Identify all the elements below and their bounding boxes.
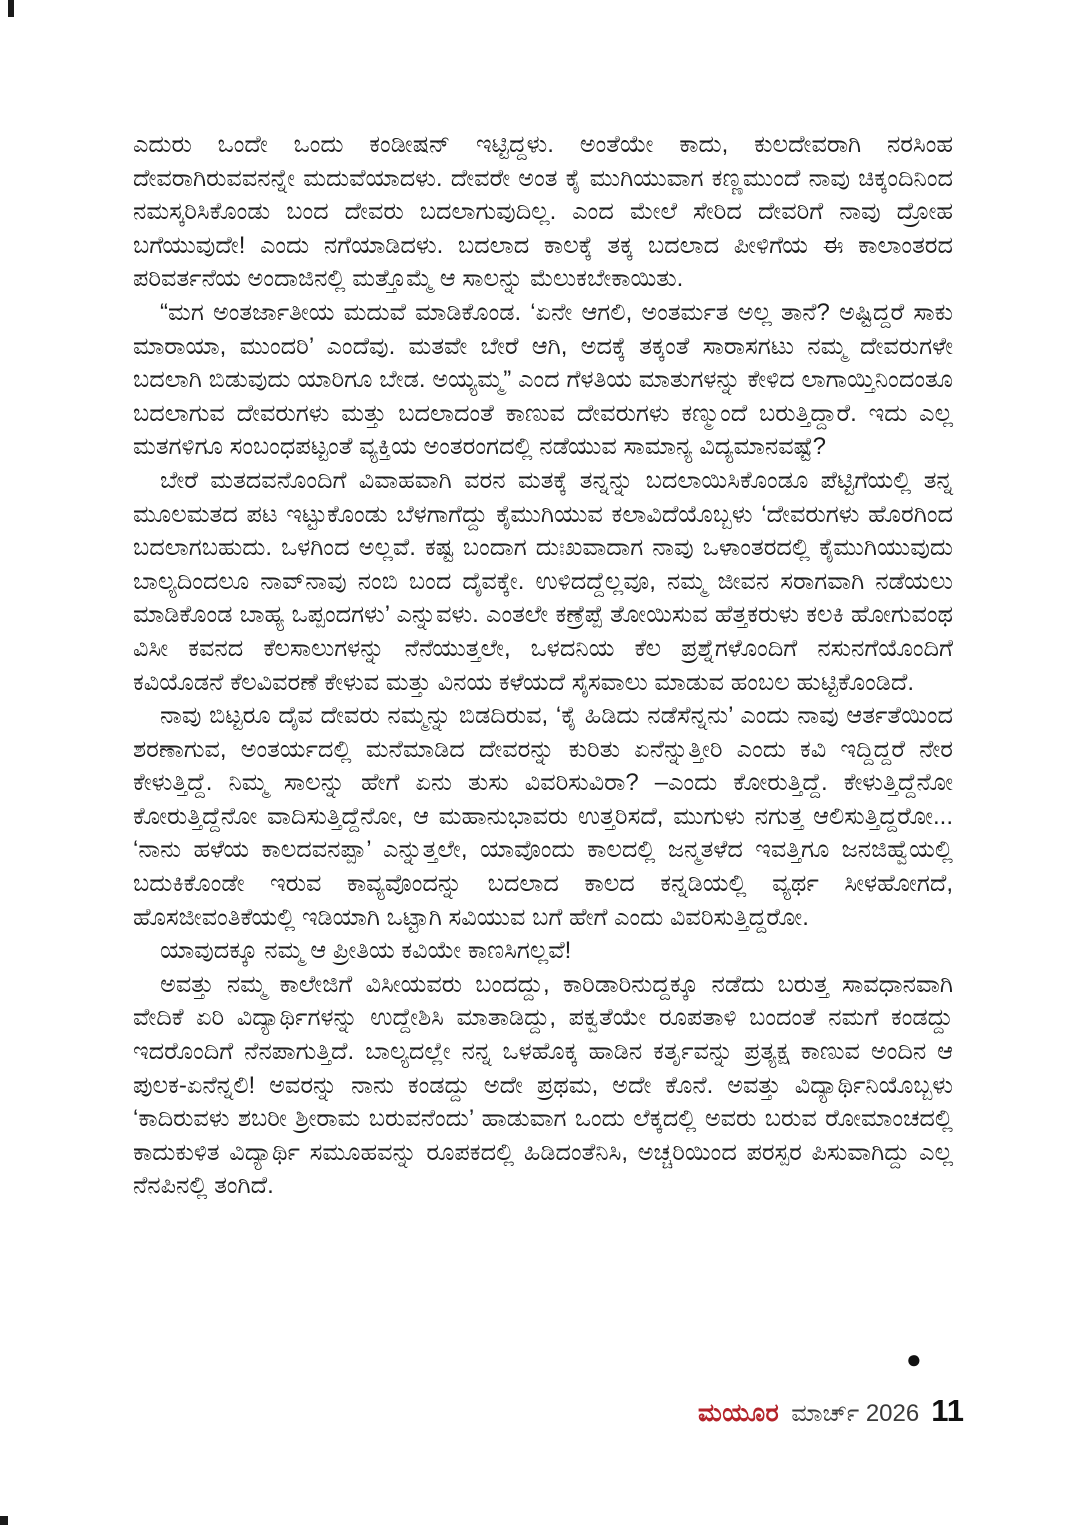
- magazine-logo: ಮಯೂರ: [698, 1399, 780, 1427]
- issue-date: ಮಾರ್ಚ್ 2026: [791, 1400, 920, 1427]
- article-paragraph-2: “ಮಗ ಅಂತರ್ಜಾತೀಯ ಮದುವೆ ಮಾಡಿಕೊಂಡ. ‘ಏನೇ ಆಗಲಿ, ಅಂತರ್ಮತ ಅಲ್ಲ ತಾನೆ? ಅಷ್ಟಿದ್ದರೆ ಸಾಕು ಮಾರಾಯಾ, ಮುಂದರಿ’ ಎಂದೆವು. ಮತವೇ ಬೇರೆ ಆಗಿ, ಅದಕ್ಕೆ ತಕ್ಕಂತೆ ಸಾರಾಸಗಟು ನಮ್ಮ ದೇವರುಗಳೇ ಬದಲಾಗಿ ಬಿಡುವುದು ಯಾರಿಗೂ ಬೇಡ. ಅಯ್ಯಮ್ಮ” ಎಂದ ಗೆಳತಿಯ ಮಾತುಗಳನ್ನು ಕೇಳಿದ ಲಾಗಾಯ್ತಿನಿಂದಂತೂ ಬದಲಾಗುವ ದೇವರುಗಳು ಮತ್ತು ಬದಲಾದಂತೆ ಕಾಣುವ ದೇವರುಗಳು ಕಣ್ಮುಂದೆ ಬರುತ್ತಿದ್ದಾರೆ. ಇದು ಎಲ್ಲ ಮತಗಳಿಗೂ ಸಂಬಂಧಪಟ್ಟಂತೆ ವ್ಯಕ್ತಿಯ ಅಂತರಂಗದಲ್ಲಿ ನಡೆಯುವ ಸಾಮಾನ್ಯ ವಿದ್ಯಮಾನವಷ್ಟೆ?: [133, 298, 953, 461]
- article-body: [133, 128, 953, 1203]
- article-paragraph-1: ಎದುರು ಒಂದೇ ಒಂದು ಕಂಡೀಷನ್ ಇಟ್ಟಿದ್ದಳು. ಅಂತೆಯೇ ಕಾದು, ಕುಲದೇವರಾಗಿ ನರಸಿಂಹ ದೇವರಾಗಿರುವವನನ್ನೇ ಮದುವೆಯಾದಳು. ದೇವರೇ ಅಂತ ಕೈ ಮುಗಿಯುವಾಗ ಕಣ್ಣಮುಂದೆ ನಾವು ಚಿಕ್ಕಂದಿನಿಂದ ನಮಸ್ಕರಿಸಿಕೊಂಡು ಬಂದ ದೇವರು ಬದಲಾಗುವುದಿಲ್ಲ. ಎಂದ ಮೇಲೆ ಸೇರಿದ ದೇವರಿಗೆ ನಾವು ದ್ರೋಹ ಬಗೆಯುವುದೇ! ಎಂದು ನಗೆಯಾಡಿದಳು. ಬದಲಾದ ಕಾಲಕ್ಕೆ ತಕ್ಕ ಬದಲಾದ ಪೀಳಿಗೆಯ ಈ ಕಾಲಾಂತರದ ಪರಿವರ್ತನೆಯ ಅಂದಾಜಿನಲ್ಲಿ ಮತ್ತೊಮ್ಮೆ ಆ ಸಾಲನ್ನು ಮೆಲುಕಬೇಕಾಯಿತು.: [133, 131, 953, 293]
- article-paragraph-5: ಯಾವುದಕ್ಕೂ ನಮ್ಮ ಆ ಪ್ರೀತಿಯ ಕವಿಯೇ ಕಾಣಸಿಗಲ್ಲವೆ!: [160, 937, 572, 965]
- article-paragraph-3: ಬೇರೆ ಮತದವನೊಂದಿಗೆ ವಿವಾಹವಾಗಿ ವರನ ಮತಕ್ಕೆ ತನ್ನನ್ನು ಬದಲಾಯಿಸಿಕೊಂಡೂ ಪೆಟ್ಟಿಗೆಯಲ್ಲಿ ತನ್ನ ಮೂಲಮತದ ಪಟ ಇಟ್ಟುಕೊಂಡು ಬೆಳಗಾಗೆದ್ದು ಕೈಮುಗಿಯುವ ಕಲಾವಿದೆಯೊಬ್ಬಳು ‘ದೇವರುಗಳು ಹೊರಗಿಂದ ಬದಲಾಗಬಹುದು. ಒಳಗಿಂದ ಅಲ್ಲವೆ. ಕಷ್ಟ ಬಂದಾಗ ದುಃಖವಾದಾಗ ನಾವು ಒಳಾಂತರದಲ್ಲಿ ಕೈಮುಗಿಯುವುದು ಬಾಲ್ಯದಿಂದಲೂ ನಾವ್‌ನಾವು ನಂಬಿ ಬಂದ ದೈವಕ್ಕೇ. ಉಳಿದದ್ದೆಲ್ಲವೂ, ನಮ್ಮ ಜೀವನ ಸರಾಗವಾಗಿ ನಡೆಯಲು ಮಾಡಿಕೊಂಡ ಬಾಹ್ಯ ಒಪ್ಪಂದಗಳು’ ಎನ್ನುವಳು. ಎಂತಲೇ ಕಣ್ರೆಪ್ಪೆ ತೋಯಿಸುವ ಹೆತ್ತಕರುಳು ಕಲಕಿ ಹೋಗುವಂಥ ವಿಸೀ ಕವನದ ಕೆಲಸಾಲುಗಳನ್ನು ನೆನೆಯುತ್ತಲೇ, ಒಳದನಿಯ ಕೆಲ ಪ್ರಶ್ನೆಗಳೊಂದಿಗೆ ನಸುನಗೆಯೊಂದಿಗೆ ಕವಿಯೊಡನೆ ಕೆಲವಿವರಣೆ ಕೇಳುವ ಮತ್ತು ವಿನಯ ಕಳೆಯದೆ ಸೈಸವಾಲು ಮಾಡುವ ಹಂಬಲ ಹುಟ್ಟಿಕೊಂಡಿದೆ.: [133, 466, 954, 696]
- print-registration-mark-bottom-left: [0, 1516, 8, 1525]
- article-paragraph-4: ನಾವು ಬಿಟ್ಟರೂ ದೈವ ದೇವರು ನಮ್ಮನ್ನು ಬಿಡದಿರುವ, ‘ಕೈ ಹಿಡಿದು ನಡೆಸೆನ್ನನು’ ಎಂದು ನಾವು ಆರ್ತತೆಯಿಂದ ಶರಣಾಗುವ, ಅಂತರ್ಯದಲ್ಲಿ ಮನೆಮಾಡಿದ ದೇವರನ್ನು ಕುರಿತು ಏನೆನ್ನುತ್ತೀರಿ ಎಂದು ಕವಿ ಇದ್ದಿದ್ದರೆ ನೇರ ಕೇಳುತ್ತಿದ್ದೆ. ನಿಮ್ಮ ಸಾಲನ್ನು ಹೇಗೆ ಏನು ತುಸು ವಿವರಿಸುವಿರಾ? –ಎಂದು ಕೋರುತ್ತಿದ್ದೆ. ಕೇಳುತ್ತಿದ್ದೆನೋ ಕೋರುತ್ತಿದ್ದೆನೋ ವಾದಿಸುತ್ತಿದ್ದೆನೋ, ಆ ಮಹಾನುಭಾವರು ಉತ್ತರಿಸದೆ, ಮುಗುಳು ನಗುತ್ತ ಆಲಿಸುತ್ತಿದ್ದರೋ... ‘ನಾನು ಹಳೆಯ ಕಾಲದವನಪ್ಪಾ’ ಎನ್ನುತ್ತಲೇ, ಯಾವೊಂದು ಕಾಲದಲ್ಲಿ ಜನ್ಮತಳೆದ ಇವತ್ತಿಗೂ ಜನಜಿಹ್ವೆಯಲ್ಲಿ ಬದುಕಿಕೊಂಡೇ ಇರುವ ಕಾವ್ಯವೊಂದನ್ನು ಬದಲಾದ ಕಾಲದ ಕನ್ನಡಿಯಲ್ಲಿ ವ್ಯರ್ಥ ಸೀಳಹೋಗದೆ, ಹೊಸಜೀವಂತಿಕೆಯಲ್ಲಿ ಇಡಿಯಾಗಿ ಒಟ್ಟಾಗಿ ಸವಿಯುವ ಬಗೆ ಹೇಗೆ ಎಂದು ವಿವರಿಸುತ್ತಿದ್ದರೋ.: [133, 702, 953, 931]
- page-footer: [698, 1393, 964, 1429]
- print-registration-mark-top-left: [8, 0, 14, 17]
- page-number: 11: [931, 1393, 964, 1428]
- end-of-article-dot-icon: ●: [906, 1344, 922, 1374]
- article-paragraph-6: ಅವತ್ತು ನಮ್ಮ ಕಾಲೇಜಿಗೆ ವಿಸೀಯವರು ಬಂದದ್ದು, ಕಾರಿಡಾರಿನುದ್ದಕ್ಕೂ ನಡೆದು ಬರುತ್ತ ಸಾವಧಾನವಾಗಿ ವೇದಿಕೆ ಏರಿ ವಿದ್ಯಾರ್ಥಿಗಳನ್ನು ಉದ್ದೇಶಿಸಿ ಮಾತಾಡಿದ್ದು, ಪಕ್ವತೆಯೇ ರೂಪತಾಳಿ ಬಂದಂತೆ ನಮಗೆ ಕಂಡದ್ದು ಇದರೊಂದಿಗೆ ನೆನಪಾಗುತ್ತಿದೆ. ಬಾಲ್ಯದಲ್ಲೇ ನನ್ನ ಒಳಹೊಕ್ಕ ಹಾಡಿನ ಕರ್ತೃವನ್ನು ಪ್ರತ್ಯಕ್ಷ ಕಾಣುವ ಅಂದಿನ ಆ ಪುಲಕ-ಏನೆನ್ನಲಿ! ಅವರನ್ನು ನಾನು ಕಂಡದ್ದು ಅದೇ ಪ್ರಥಮ, ಅದೇ ಕೊನೆ. ಅವತ್ತು ವಿದ್ಯಾರ್ಥಿನಿಯೊಬ್ಬಳು ‘ಕಾದಿರುವಳು ಶಬರೀ ಶ್ರೀರಾಮ ಬರುವನೆಂದು’ ಹಾಡುವಾಗ ಒಂದು ಲೆಕ್ಕದಲ್ಲಿ ಅವರು ಬರುವ ರೋಮಾಂಚದಲ್ಲಿ ಕಾದುಕುಳಿತ ವಿದ್ಯಾರ್ಥಿ ಸಮೂಹವನ್ನು ರೂಪಕದಲ್ಲಿ ಹಿಡಿದಂತೆನಿಸಿ, ಅಚ್ಚರಿಯಿಂದ ಪರಸ್ಪರ ಪಿಸುವಾಗಿದ್ದು ಎಲ್ಲ ನೆನಪಿನಲ್ಲಿ ತಂಗಿದೆ.: [133, 970, 953, 1200]
